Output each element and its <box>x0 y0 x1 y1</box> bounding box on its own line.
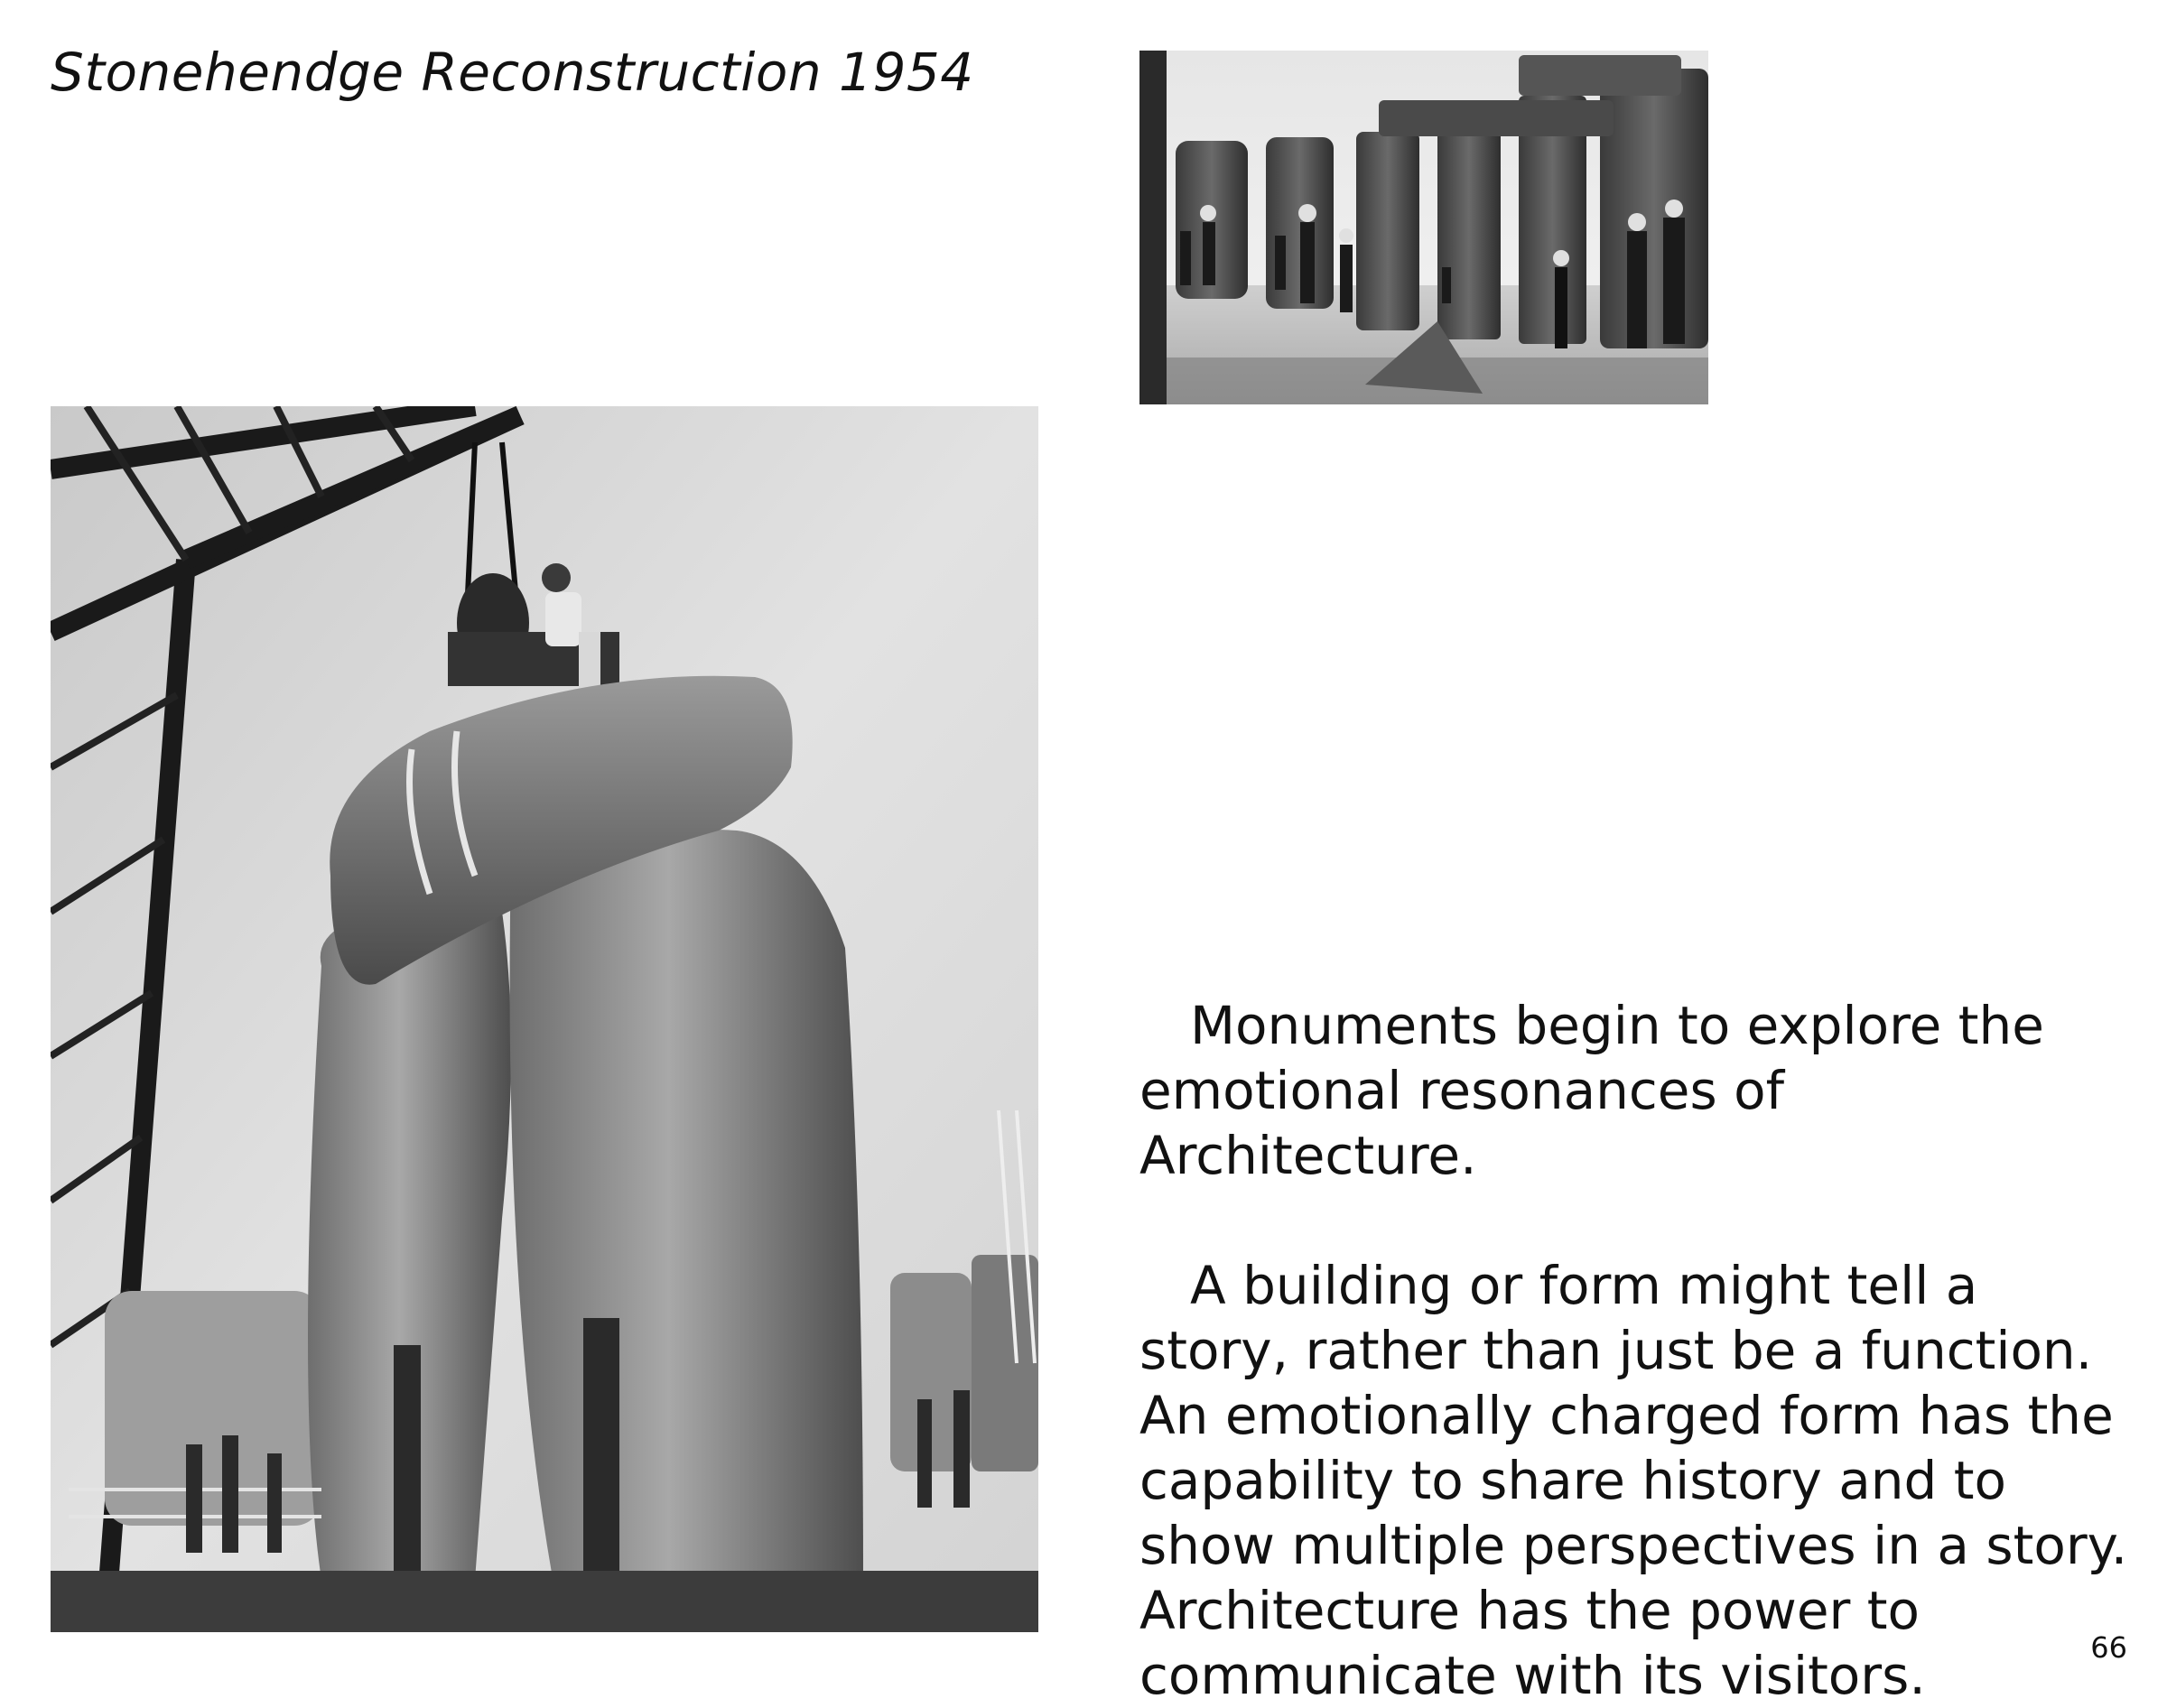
body-text <box>1139 993 2133 1708</box>
paragraph-intro: Monuments begin to explore the emotional resonances of Architecture. <box>1139 995 2044 1186</box>
stonehenge-visitors-photo <box>1139 51 1708 404</box>
page-title: Stonehendge Reconstruction 1954 <box>51 42 974 103</box>
stonehenge-reconstruction-photo <box>51 406 1038 1632</box>
page-number: 66 <box>2090 1630 2127 1665</box>
paragraph-story: A building or form might tell a story, rather than just be a function. An emotionally charged form has the capability to share history and to show multiple perspectives in a story. Architecture has the power to communicate with its visitors. <box>1139 1255 2128 1706</box>
